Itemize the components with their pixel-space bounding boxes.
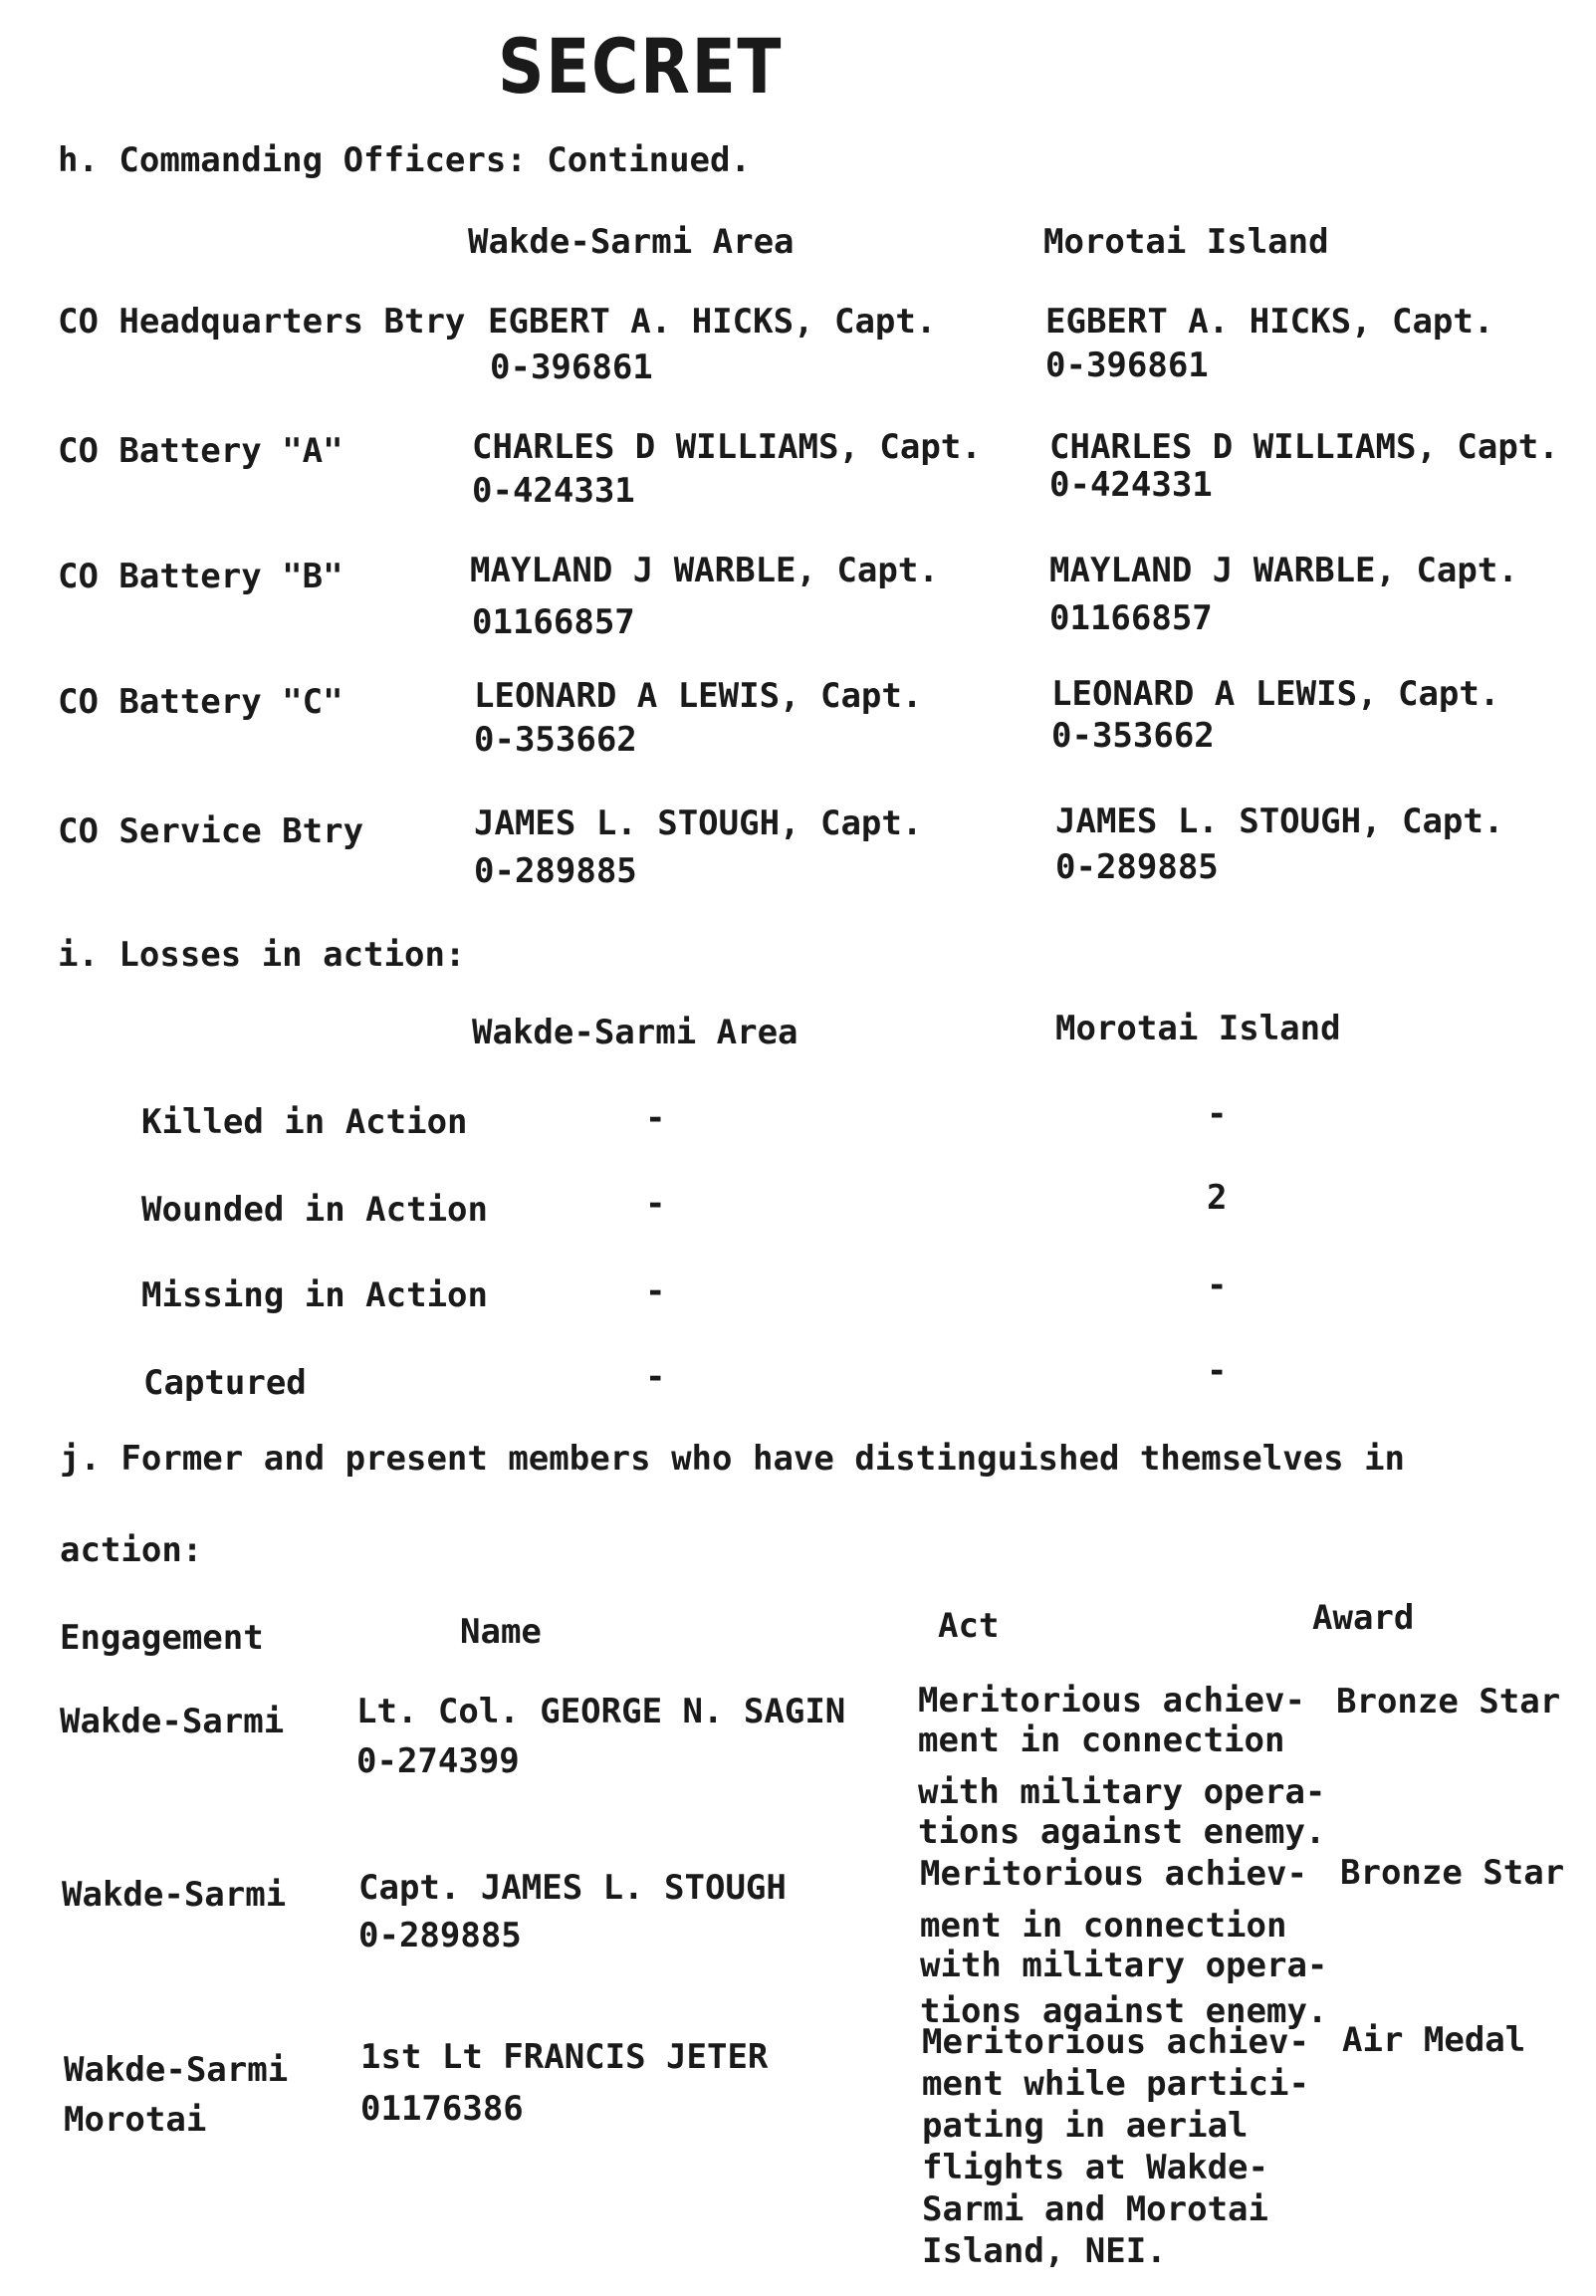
co-name-wakde: LEONARD A LEWIS, Capt. — [474, 676, 923, 716]
co-name-morotai: LEONARD A LEWIS, Capt. — [1051, 674, 1500, 714]
loss-label: Missing in Action — [141, 1275, 488, 1315]
co-name-wakde: CHARLES D WILLIAMS, Capt. — [472, 427, 982, 467]
section-h-col2-header: Morotai Island — [1043, 222, 1329, 262]
co-serial-wakde: 0-353662 — [474, 720, 637, 760]
co-role: CO Battery "A" — [58, 431, 343, 471]
header-award: Award — [1312, 1598, 1415, 1638]
award-engagement: Wakde-Sarmi Morotai — [64, 2050, 289, 2140]
section-h-heading: h. Commanding Officers: Continued. — [58, 140, 751, 180]
section-j-heading: j. Former and present members who have distinguished themselves in — [60, 1439, 1406, 1479]
loss-value-wakde: - — [645, 1357, 666, 1397]
header-act: Act — [938, 1606, 1000, 1646]
loss-value-morotai: - — [1207, 1351, 1228, 1391]
loss-value-wakde: - — [645, 1184, 666, 1224]
co-role: CO Headquarters Btry — [58, 302, 466, 342]
award-act: Meritorious achiev- ment in connection with military opera- tions against enemy. — [920, 1854, 1328, 2031]
section-i-heading: i. Losses in action: — [58, 935, 466, 975]
award-name: 1st Lt FRANCIS JETER 01176386 — [360, 2037, 769, 2129]
award-type: Air Medal — [1342, 2020, 1526, 2060]
award-name: Lt. Col. GEORGE N. SAGIN 0-274399 — [356, 1692, 846, 1781]
header-name: Name — [460, 1612, 542, 1652]
co-name-morotai: MAYLAND J WARBLE, Capt. — [1049, 551, 1518, 590]
loss-label: Killed in Action — [141, 1102, 468, 1142]
loss-value-wakde: - — [645, 1271, 666, 1311]
co-serial-wakde: 01166857 — [472, 602, 635, 642]
co-serial-morotai: 0-289885 — [1055, 847, 1219, 887]
co-serial-morotai: 0-424331 — [1049, 465, 1213, 505]
award-name: Capt. JAMES L. STOUGH 0-289885 — [358, 1868, 787, 1955]
section-i-col2-header: Morotai Island — [1055, 1009, 1341, 1048]
section-h-col1-header: Wakde-Sarmi Area — [468, 222, 795, 262]
loss-value-wakde: - — [645, 1098, 666, 1138]
co-name-wakde: MAYLAND J WARBLE, Capt. — [470, 551, 939, 590]
award-act: Meritorious achiev- ment in connection with military opera- tions against enemy. — [918, 1681, 1326, 1852]
co-serial-morotai: 01166857 — [1049, 598, 1213, 638]
co-serial-wakde: 0-424331 — [472, 471, 635, 511]
co-name-wakde: JAMES L. STOUGH, Capt. — [474, 804, 923, 843]
co-serial-wakde: 0-396861 — [490, 347, 653, 387]
header-engagement: Engagement — [60, 1618, 264, 1658]
award-type: Bronze Star — [1340, 1853, 1565, 1893]
co-name-wakde: EGBERT A. HICKS, Capt. — [488, 302, 937, 342]
award-engagement: Wakde-Sarmi — [62, 1875, 287, 1915]
loss-value-morotai: 2 — [1207, 1178, 1228, 1218]
loss-label: Captured — [143, 1363, 307, 1403]
co-name-morotai: EGBERT A. HICKS, Capt. — [1045, 302, 1494, 342]
loss-label: Wounded in Action — [141, 1190, 488, 1230]
section-i-col1-header: Wakde-Sarmi Area — [472, 1013, 798, 1052]
award-engagement: Wakde-Sarmi — [60, 1702, 285, 1741]
secret-stamp: SECRET — [498, 22, 784, 111]
section-j-heading-continued: action: — [60, 1530, 203, 1570]
award-type: Bronze Star — [1336, 1682, 1561, 1722]
co-serial-morotai: 0-396861 — [1045, 345, 1209, 385]
co-name-morotai: CHARLES D WILLIAMS, Capt. — [1049, 427, 1559, 467]
award-act: Meritorious achiev- ment while partici- pating in aerial flights at Wakde- Sarmi and Morotai Island, NEI. — [922, 2022, 1309, 2271]
loss-value-morotai: - — [1207, 1265, 1228, 1305]
co-name-morotai: JAMES L. STOUGH, Capt. — [1055, 802, 1504, 841]
co-role: CO Service Btry — [58, 811, 364, 851]
co-serial-wakde: 0-289885 — [474, 851, 637, 891]
co-role: CO Battery "C" — [58, 682, 343, 722]
co-serial-morotai: 0-353662 — [1051, 716, 1215, 756]
co-role: CO Battery "B" — [58, 557, 343, 596]
loss-value-morotai: - — [1207, 1094, 1228, 1134]
